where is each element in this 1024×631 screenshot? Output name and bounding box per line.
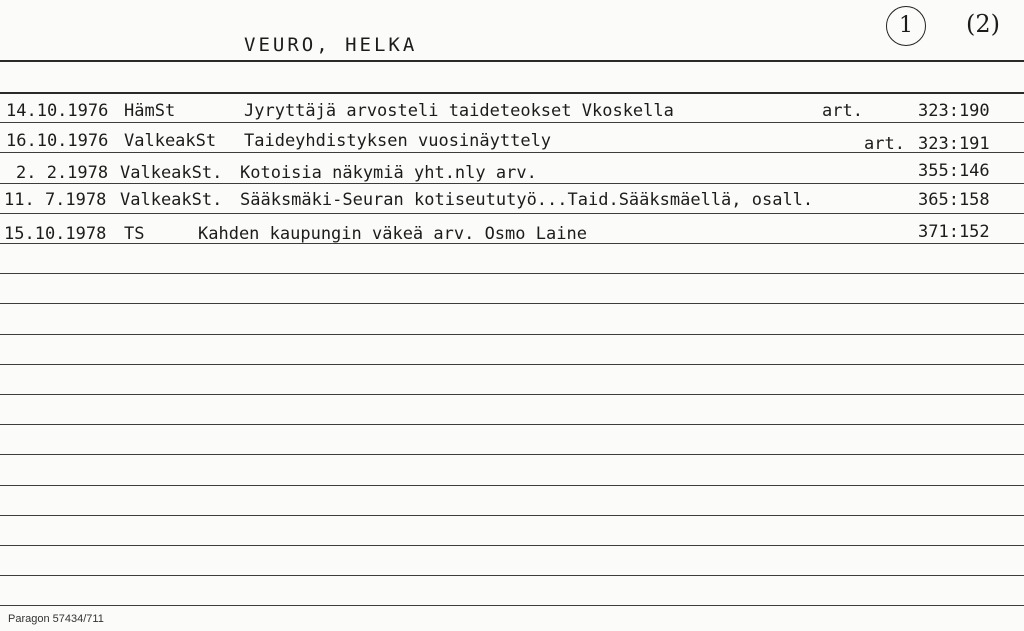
ruled-line — [0, 515, 1024, 516]
ruled-line — [0, 334, 1024, 335]
card-title: VEURO, HELKA — [244, 34, 418, 56]
entry-text: Sääksmäki-Seuran kotiseututyö...Taid.Sääksmäellä, osall. — [240, 190, 814, 210]
entry-ref: 371:152 — [918, 222, 990, 242]
ruled-line — [0, 303, 1024, 304]
entry-type: art. — [864, 134, 905, 154]
entry-text: Kotoisia näkymiä yht.nly arv. — [240, 163, 537, 183]
entry-source: ValkeakSt — [124, 131, 217, 151]
ruled-line — [0, 394, 1024, 395]
entry-text: Kahden kaupungin väkeä arv. Osmo Laine — [198, 224, 587, 244]
ruled-line — [0, 605, 1024, 606]
entry-text: Taideyhdistyksen vuosinäyttely — [244, 131, 552, 151]
entry-type: art. — [822, 101, 863, 121]
ruled-line — [0, 122, 1024, 123]
ruled-line — [0, 424, 1024, 425]
ruled-line — [0, 92, 1024, 94]
ruled-line — [0, 485, 1024, 486]
ruled-line — [0, 273, 1024, 274]
ruled-line — [0, 545, 1024, 546]
entry-source: ValkeakSt. — [120, 190, 223, 210]
entry-ref: 323:191 — [918, 134, 990, 154]
entry-date: 11. 7.1978 — [4, 190, 107, 210]
entry-date: 2. 2.1978 — [16, 163, 109, 183]
ruled-line — [0, 364, 1024, 365]
ruled-line — [0, 183, 1024, 184]
entry-source: HämSt — [124, 101, 176, 121]
entry-date: 14.10.1976 — [6, 101, 109, 121]
entry-date: 16.10.1976 — [6, 131, 109, 151]
printer-imprint: Paragon 57434/711 — [8, 613, 104, 625]
ruled-line — [0, 575, 1024, 576]
entry-source: TS — [124, 224, 145, 244]
entry-text: Jyryttäjä arvosteli taideteokset Vkoskella — [244, 101, 674, 121]
entry-ref: 355:146 — [918, 161, 990, 181]
ruled-line — [0, 213, 1024, 214]
ruled-line — [0, 454, 1024, 455]
header-rule — [0, 60, 1024, 62]
entry-ref: 323:190 — [918, 101, 990, 121]
card-number-circled: 1 — [886, 6, 926, 46]
entry-date: 15.10.1978 — [4, 224, 107, 244]
entry-source: ValkeakSt. — [120, 163, 223, 183]
card-total-count: (2) — [966, 10, 1000, 38]
entry-ref: 365:158 — [918, 190, 990, 210]
